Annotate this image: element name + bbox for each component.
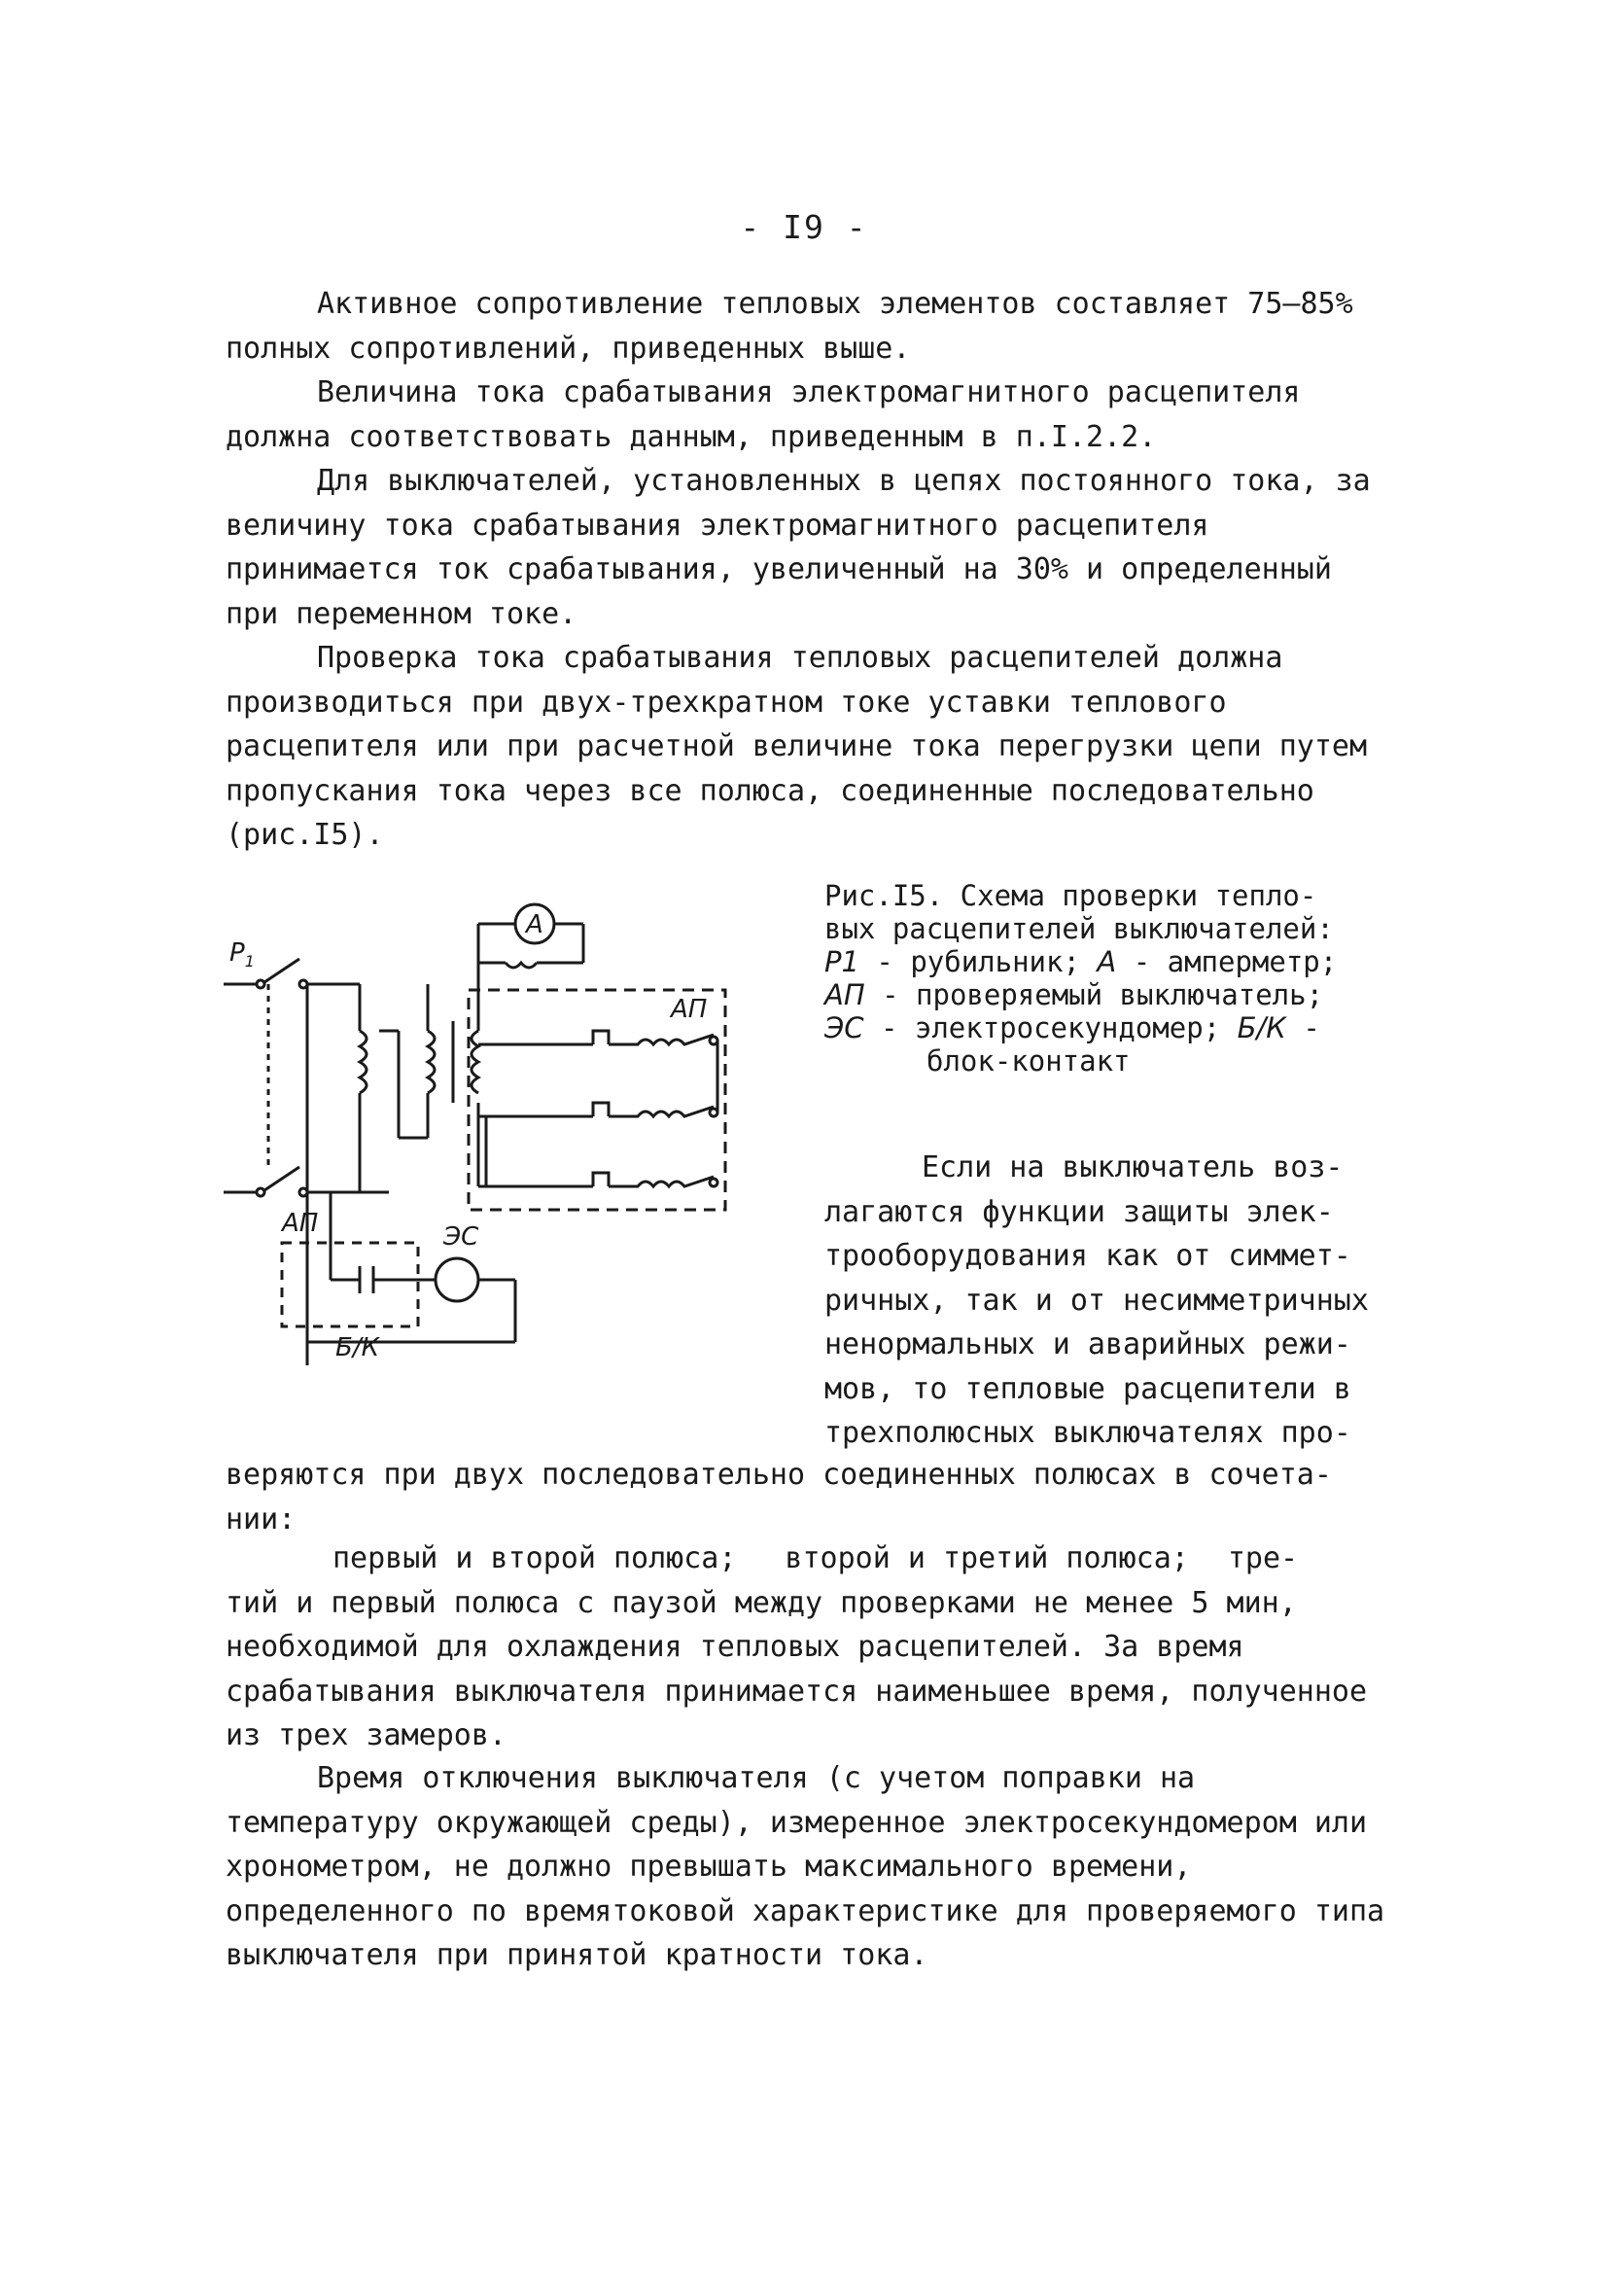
figure-caption (824, 879, 1408, 1077)
legend-text-bk: - (1285, 1011, 1320, 1044)
breaker-label-top: АП (671, 995, 708, 1024)
block-contact-label: Б/К (335, 1333, 380, 1362)
side-text-block (824, 1146, 1408, 1456)
legend-symbol-bk: Б/К (1237, 1011, 1286, 1044)
switch-contact-top (257, 980, 264, 988)
switch-contact-bottom (257, 1188, 264, 1196)
paragraph-trip-time: Время отключения выключателя (с учетом поправки на температуру окружающей среды), измеренное электросекундомером или хронометром, не должно превышать максимального времени, определенного по времятоковой характеристике для проверяемого типа выключателя при принятой кратности тока. (226, 1761, 1385, 1972)
side-line: мов, то тепловые расцепители в (824, 1371, 1351, 1406)
pole-2-coil (609, 1107, 714, 1116)
pole-1-coil (609, 1035, 714, 1044)
switch-blade-bottom (264, 1167, 299, 1190)
legend-line-2 (824, 978, 1408, 1011)
paragraph-electromagnetic-release: Величина тока срабатывания электромагнитного расцепителя должна соответствовать данным, приведенным в п.I.2.2. (226, 375, 1301, 454)
figure-15-circuit-diagram (214, 885, 797, 1391)
pole-pair-3-start: тре- (1227, 1541, 1299, 1575)
current-transformer (506, 963, 537, 968)
legend-symbol-ap: АП (824, 978, 865, 1011)
side-line: трооборудования как от симмет- (824, 1239, 1351, 1273)
legend-line-3 (824, 1011, 1408, 1044)
pole-3-contact (710, 1179, 717, 1186)
continuation-text (226, 1453, 1392, 1541)
breaker-poles (478, 1031, 717, 1186)
pole-2-bimetal (593, 1103, 609, 1116)
legend-line-1 (824, 945, 1408, 978)
pole-1-bimetal (593, 1031, 609, 1044)
legend-symbol-p1: P1 (824, 945, 859, 978)
side-line: ненормальных и аварийных режи- (824, 1327, 1351, 1361)
transformer-primary (428, 1031, 435, 1093)
legend-text-p1: - рубильник; (858, 945, 1098, 978)
caption-line-2: вых расцепителей выключателей: (824, 912, 1334, 945)
paragraph-dc-breakers: Для выключателей, установленных в цепях постоянного тока, за величину тока срабатывания электромагнитного расцепителя принимается ток срабатывания, увеличенный на 30% и определенный при переменном токе. (226, 464, 1371, 631)
continuation-line: нии: (226, 1501, 297, 1537)
side-line: трехполюсных выключателях про- (824, 1416, 1351, 1450)
breaker-label-bottom: АП (282, 1209, 319, 1238)
caption-line-1: Рис.I5. Схема проверки тепло- (824, 879, 1317, 912)
poles-rest: тий и первый полюса с паузой между проверками не менее 5 мин, необходимой для охлаждения тепловых расцепителей. За время срабатывания выключателя принимается наименьшее время, полученное из трех замеров. (226, 1585, 1367, 1752)
pole-pair-2: второй и третий полюса; (785, 1541, 1189, 1575)
timer-circle (436, 1258, 478, 1301)
legend-symbol-es: ЭС (824, 1011, 864, 1044)
pole-3-coil (609, 1177, 714, 1186)
page-number: - I9 - (740, 208, 868, 246)
switch-blade-top (264, 959, 299, 982)
transformer-secondary (472, 1031, 478, 1093)
side-line: Если на выключатель воз- (922, 1150, 1344, 1184)
pole-3-bimetal (593, 1173, 609, 1186)
ammeter-label: A (526, 910, 543, 939)
autotrans-coil (360, 1031, 367, 1093)
timer-label: ЭС (443, 1222, 479, 1252)
pole-pair-1: первый и второй полюса; (332, 1541, 737, 1575)
poles-paragraph (226, 1537, 1412, 1758)
side-line: ричных, так и от несимметричных (824, 1283, 1369, 1318)
switch-label: $P_1$ (229, 938, 255, 971)
legend-text-es: - электросекундомер; (863, 1011, 1238, 1044)
paragraph-thermal-check: Проверка тока срабатывания тепловых расцепителей должна производиться при двух-трехкратном токе уставки теплового расцепителя или при расчетной величине тока перегрузки цепи путем пропускания тока через все полюса, соединенные последовательно (рис.I5). (226, 641, 1367, 852)
final-text (226, 1756, 1392, 1978)
legend-text-ap: - проверяемый выключатель; (864, 978, 1324, 1011)
legend-line-4: блок-контакт (926, 1044, 1131, 1077)
paragraph-active-resistance: Активное сопротивление тепловых элементов составляет 75–85% полных сопротивлений, приведенных выше. (226, 287, 1353, 366)
poles-list (226, 1537, 1412, 1581)
side-line: лагаются функции защиты элек- (824, 1194, 1334, 1229)
legend-symbol-a: A (1097, 945, 1117, 978)
legend-text-a: - амперметр; (1116, 945, 1338, 978)
continuation-line: веряются при двух последовательно соединенных полюсах в сочета- (226, 1458, 1332, 1492)
body-text-top (226, 282, 1392, 858)
block-contact-frame (282, 1243, 418, 1326)
